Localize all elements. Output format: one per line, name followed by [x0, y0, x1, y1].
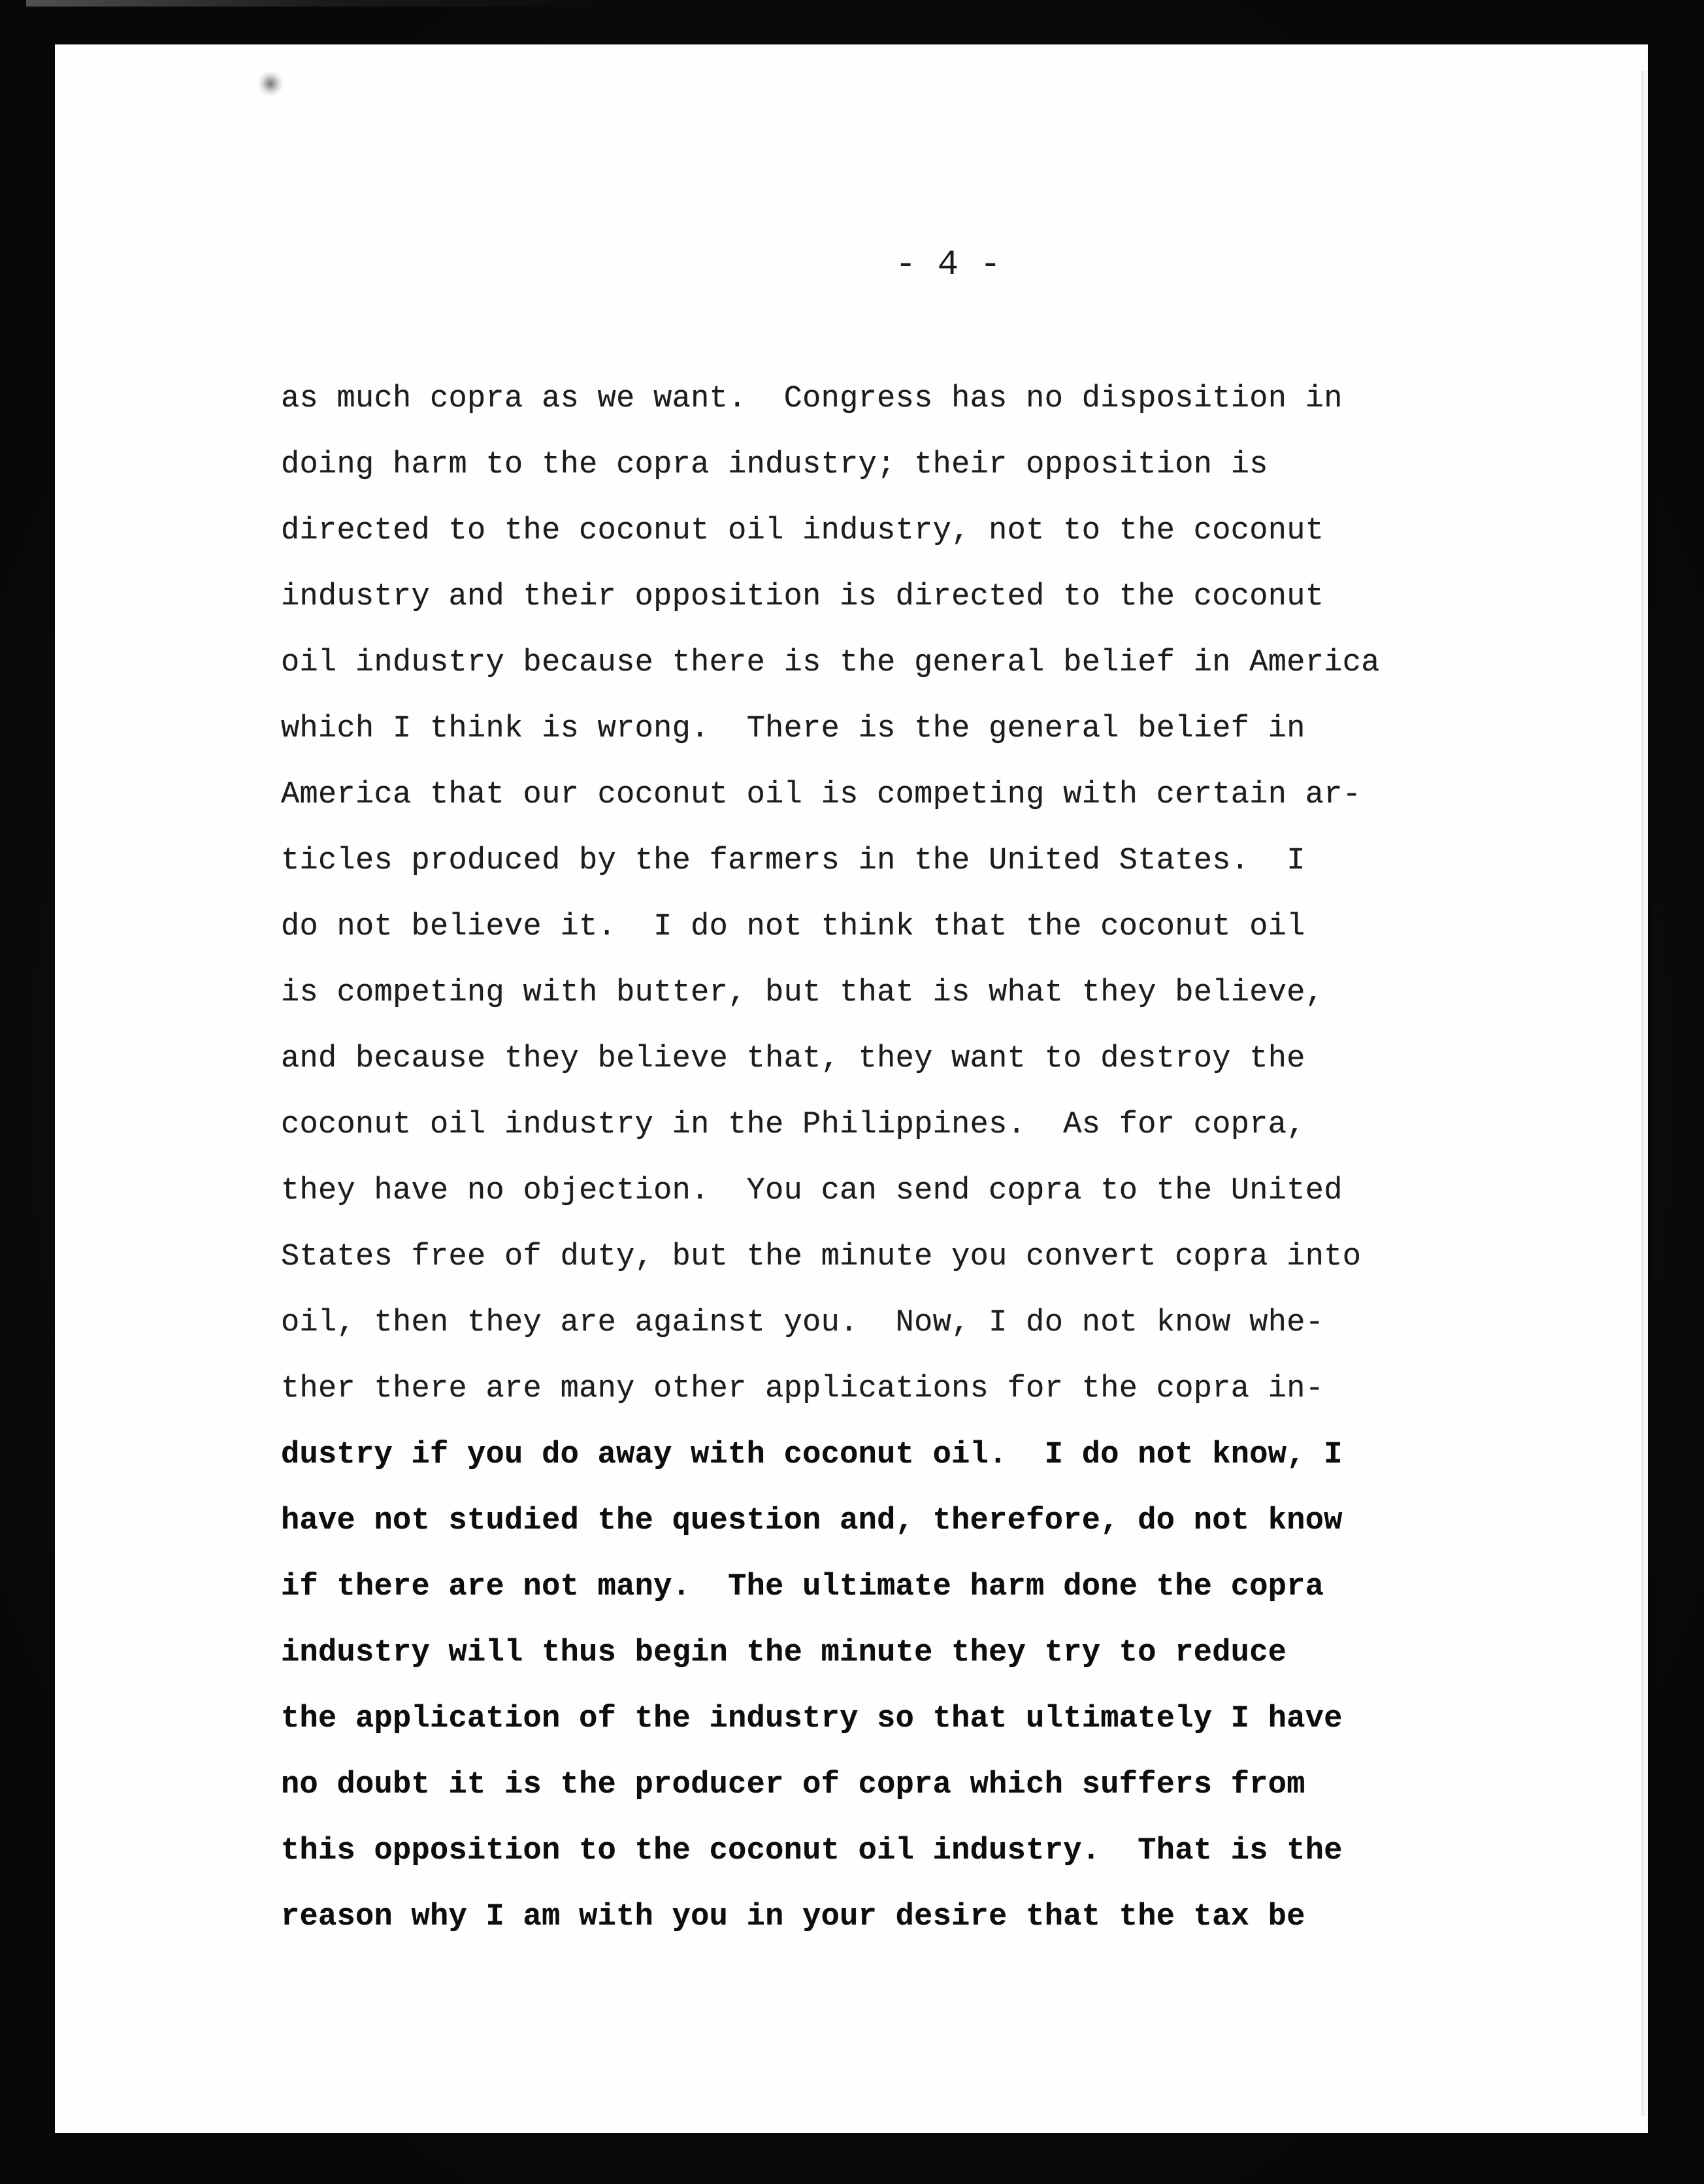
text-line: and because they believe that, they want to destroy the: [281, 1042, 1305, 1076]
text-line: industry will thus begin the minute they try to reduce: [281, 1636, 1287, 1670]
text-line: do not believe it. I do not think that the coconut oil: [281, 910, 1305, 944]
text-line: ticles produced by the farmers in the United States. I: [281, 844, 1305, 878]
paper-right-edge: [1641, 71, 1648, 2116]
text-line: the application of the industry so that ultimately I have: [281, 1702, 1343, 1736]
text-line: directed to the coconut oil industry, not to the coconut: [281, 514, 1324, 548]
text-line: have not studied the question and, therefore, do not know: [281, 1504, 1343, 1538]
text-line: oil industry because there is the general belief in America: [281, 646, 1380, 680]
text-line: if there are not many. The ultimate harm done the copra: [281, 1570, 1324, 1604]
text-line: is competing with butter, but that is what they believe,: [281, 976, 1324, 1010]
text-line: reason why I am with you in your desire that the tax be: [281, 1900, 1305, 1934]
text-line: oil, then they are against you. Now, I do not know whe-: [281, 1306, 1324, 1340]
text-line: which I think is wrong. There is the general belief in: [281, 712, 1305, 746]
text-line: ther there are many other applications for the copra in-: [281, 1372, 1324, 1406]
scan-top-streak: [26, 0, 614, 7]
text-line: dustry if you do away with coconut oil. I do not know, I: [281, 1438, 1343, 1472]
text-line: as much copra as we want. Congress has no disposition in: [281, 382, 1343, 416]
text-line: doing harm to the copra industry; their opposition is: [281, 448, 1268, 482]
text-line: States free of duty, but the minute you convert copra into: [281, 1240, 1362, 1274]
ink-smudge: [257, 71, 284, 97]
text-line: they have no objection. You can send copra to the United: [281, 1174, 1343, 1208]
text-line: America that our coconut oil is competing with certain ar-: [281, 778, 1362, 812]
text-line: industry and their opposition is directed to the coconut: [281, 580, 1324, 614]
text-line: no doubt it is the producer of copra which suffers from: [281, 1768, 1305, 1802]
page-number: - 4 -: [895, 245, 1002, 285]
text-line: coconut oil industry in the Philippines. As for copra,: [281, 1108, 1305, 1142]
typewritten-body: [281, 366, 1555, 1950]
text-line: this opposition to the coconut oil industry. That is the: [281, 1834, 1343, 1868]
